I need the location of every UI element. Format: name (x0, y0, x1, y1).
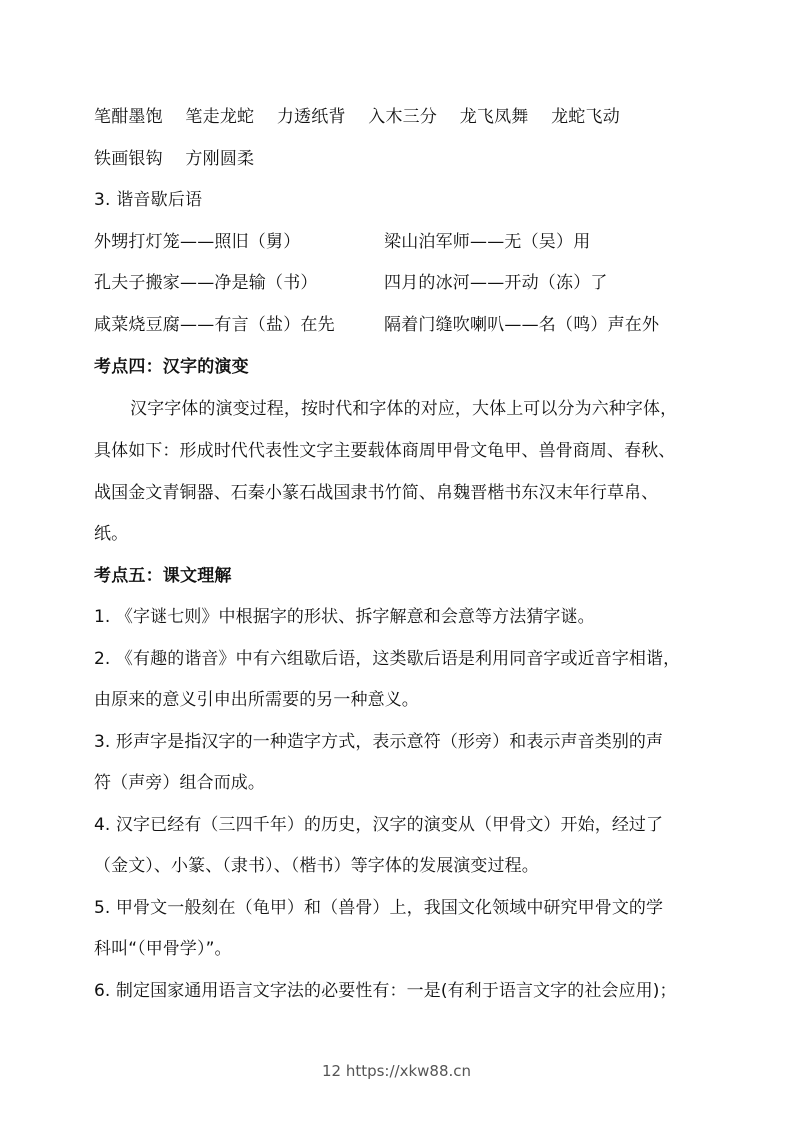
idiom: 笔走龙蛇 (185, 107, 255, 127)
paragraph-line: 具体如下：形成时代代表性文字主要载体商周甲骨文龟甲、兽骨商周、春秋、 (94, 441, 676, 461)
paragraph-line: 纸。 (94, 524, 129, 544)
section-3-title: 3. 谐音歇后语 (94, 190, 203, 210)
list-item: 5. 甲骨文一般刻在（龟甲）和（兽骨）上，我国文化领域中研究甲骨文的学 (94, 898, 664, 918)
list-item: 6. 制定国家通用语言文字法的必要性有：一是(有利于语言文字的社会应用)； (94, 981, 677, 1001)
list-item: 3. 形声字是指汉字的一种造字方式，表示意符（形旁）和表示声音类别的声 (94, 732, 664, 752)
page-number: 12 (321, 1062, 342, 1080)
list-item: 1. 《字谜七则》中根据字的形状、拆字解意和会意等方法猜字谜。 (94, 607, 595, 627)
page-footer (0, 1062, 793, 1080)
idiom: 笔酣墨饱 (94, 107, 163, 127)
idiom-row-2 (94, 147, 271, 171)
xiehouyu-right: 四月的冰河——开动（冻）了 (384, 273, 608, 293)
idiom: 铁画银钩 (94, 149, 163, 169)
idiom: 龙飞凤舞 (459, 107, 529, 127)
idiom: 力透纸背 (276, 107, 346, 127)
idiom-row-1 (94, 105, 637, 129)
xiehouyu-right: 隔着门缝吹喇叭——名（鸣）声在外 (384, 315, 660, 335)
list-item-continuation: 由原来的意义引申出所需要的另一种意义。 (94, 690, 419, 710)
xiehouyu-left: 外甥打灯笼——照旧（舅） (94, 232, 301, 252)
xiehouyu-left: 咸菜烧豆腐——有言（盐）在先 (94, 315, 335, 335)
kaodian4-title: 考点四：汉字的演变 (94, 357, 249, 377)
list-item: 2. 《有趣的谐音》中有六组歇后语，这类歇后语是利用同音字或近音字相谐， (94, 649, 681, 669)
paragraph-line: 战国金文青铜器、石秦小篆石战国隶书竹简、帛魏晋楷书东汉末年行草帛、 (94, 483, 659, 503)
paragraph-line: 汉字字体的演变过程，按时代和字体的对应，大体上可以分为六种字体， (130, 399, 678, 419)
xiehouyu-right: 梁山泊军师——无（吴）用 (384, 232, 591, 252)
idiom: 龙蛇飞动 (551, 107, 620, 127)
idiom: 方刚圆柔 (185, 149, 255, 169)
idiom: 入木三分 (368, 107, 438, 127)
list-item-continuation: 符（声旁）组合而成。 (94, 773, 265, 793)
footer-url[interactable]: https://xkw88.cn (345, 1062, 472, 1080)
list-item-continuation: 科叫“（甲骨学）”。 (94, 939, 232, 959)
kaodian5-title: 考点五：课文理解 (94, 566, 232, 586)
list-item: 4. 汉字已经有（三四千年）的历史，汉字的演变从（甲骨文）开始，经过了 (94, 815, 664, 835)
list-item-continuation: （金文）、小篆、（隶书）、（楷书）等字体的发展演变过程。 (94, 856, 539, 876)
xiehouyu-left: 孔夫子搬家——净是输（书） (94, 273, 318, 293)
